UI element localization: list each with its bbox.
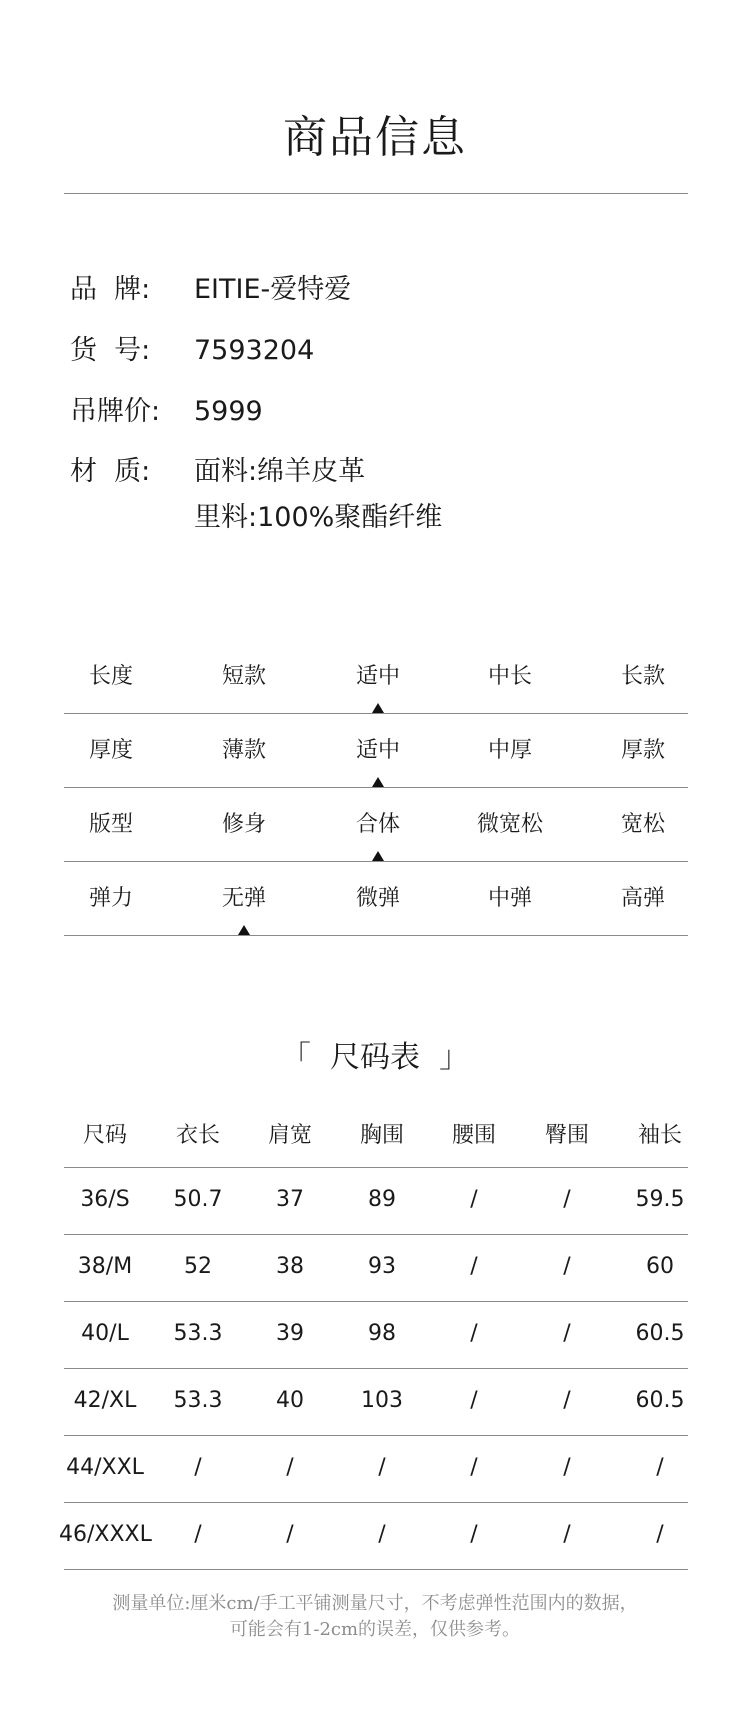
- size-cell: 53.3: [173, 1388, 223, 1413]
- size-cell: 89: [368, 1187, 396, 1212]
- size-cell: 40: [276, 1388, 304, 1413]
- attribute-option: 高弹: [620, 886, 665, 911]
- note-line-1: 测量单位:厘米cm/手工平铺测量尺寸，不考虑弹性范围内的数据，: [112, 1593, 638, 1614]
- attribute-option: 中弹: [487, 886, 532, 911]
- size-cell: 39: [276, 1321, 304, 1346]
- attribute-name: 长度: [88, 664, 133, 689]
- size-cell: 59.5: [635, 1187, 685, 1212]
- note-line-2: 可能会有1-2cm的误差，仅供参考。: [229, 1619, 521, 1640]
- attribute-option: 厚款: [620, 738, 665, 763]
- attribute-option: 修身: [221, 812, 266, 837]
- size-cell: 50.7: [173, 1187, 223, 1212]
- size-row: [59, 1503, 688, 1570]
- size-cell: 60: [646, 1254, 674, 1279]
- measurement-note: [0, 1591, 750, 1643]
- size-cell: /: [470, 1388, 478, 1413]
- size-cell: /: [656, 1522, 664, 1547]
- page-title: 商品信息: [283, 112, 467, 163]
- attribute-option: 中厚: [487, 738, 532, 763]
- title-divider: [64, 193, 688, 194]
- brand-value: EITIE-爱特爱: [194, 274, 352, 305]
- size-cell: /: [563, 1187, 571, 1212]
- attribute-option: 长款: [620, 664, 665, 689]
- size-cell: /: [378, 1455, 386, 1480]
- size-column-header: 袖长: [637, 1123, 682, 1148]
- attribute-option: 微宽松: [476, 812, 543, 837]
- size-cell: /: [286, 1455, 294, 1480]
- size-row: [64, 1302, 688, 1369]
- size-cell: 40/L: [81, 1321, 129, 1346]
- size-row: [64, 1235, 688, 1302]
- attribute-name: 弹力: [88, 886, 133, 911]
- attribute-option: 无弹: [221, 886, 266, 911]
- price-value: 5999: [194, 396, 263, 427]
- size-cell: 93: [368, 1254, 396, 1279]
- attribute-option: 合体: [355, 812, 400, 837]
- attribute-option: 薄款: [221, 738, 266, 763]
- size-column-header: 腰围: [451, 1123, 496, 1148]
- size-cell: 46/XXXL: [59, 1522, 152, 1547]
- size-chart-header: [64, 1107, 688, 1168]
- size-cell: /: [470, 1522, 478, 1547]
- size-row: [64, 1369, 688, 1436]
- size-cell: /: [286, 1522, 294, 1547]
- material-label: 材 质:: [70, 456, 151, 487]
- attribute-option: 宽松: [620, 812, 665, 837]
- size-cell: 60.5: [635, 1321, 685, 1346]
- size-cell: 98: [368, 1321, 396, 1346]
- material-value-2: 里料:100%聚酯纤维: [194, 502, 443, 533]
- attribute-option: 适中: [355, 664, 400, 689]
- size-cell: /: [563, 1388, 571, 1413]
- size-cell: 42/XL: [73, 1388, 137, 1413]
- price-label: 吊牌价:: [70, 396, 161, 427]
- size-cell: 103: [361, 1388, 403, 1413]
- attribute-row: [64, 788, 688, 862]
- size-column-header: 衣长: [175, 1123, 220, 1148]
- size-cell: 37: [276, 1187, 304, 1212]
- size-chart-table: [59, 1107, 688, 1570]
- size-cell: /: [563, 1321, 571, 1346]
- attribute-table: [64, 640, 688, 936]
- attribute-option: 中长: [487, 664, 532, 689]
- attribute-row: [64, 862, 688, 936]
- size-cell: 44/XXL: [66, 1455, 144, 1480]
- size-cell: 53.3: [173, 1321, 223, 1346]
- size-cell: /: [470, 1254, 478, 1279]
- attribute-row: [64, 640, 688, 714]
- size-cell: /: [563, 1254, 571, 1279]
- attribute-option: 短款: [221, 664, 266, 689]
- size-cell: 60.5: [635, 1388, 685, 1413]
- attribute-name: 版型: [88, 812, 133, 837]
- size-cell: 52: [184, 1254, 212, 1279]
- size-cell: /: [378, 1522, 386, 1547]
- size-cell: 38: [276, 1254, 304, 1279]
- size-column-header: 臀围: [544, 1123, 589, 1148]
- size-cell: /: [563, 1455, 571, 1480]
- attribute-row: [64, 714, 688, 788]
- size-cell: /: [563, 1522, 571, 1547]
- size-column-header: 胸围: [359, 1123, 404, 1148]
- selected-marker-icon: [372, 703, 384, 713]
- size-chart-title: 「 尺码表 」: [280, 1040, 470, 1075]
- size-cell: /: [470, 1321, 478, 1346]
- size-cell: /: [470, 1455, 478, 1480]
- size-cell: 38/M: [77, 1254, 133, 1279]
- size-cell: /: [470, 1187, 478, 1212]
- attribute-option: 微弹: [355, 886, 400, 911]
- size-cell: /: [194, 1522, 202, 1547]
- selected-marker-icon: [372, 777, 384, 787]
- size-row: [64, 1168, 688, 1235]
- attribute-option: 适中: [355, 738, 400, 763]
- attribute-name: 厚度: [88, 738, 133, 763]
- sku-label: 货 号:: [70, 335, 151, 366]
- brand-label: 品 牌:: [70, 274, 151, 305]
- selected-marker-icon: [238, 925, 250, 935]
- selected-marker-icon: [372, 851, 384, 861]
- size-column-header: 尺码: [82, 1123, 127, 1148]
- size-column-header: 肩宽: [267, 1123, 312, 1148]
- size-cell: 36/S: [80, 1187, 130, 1212]
- sku-value: 7593204: [194, 335, 315, 366]
- size-cell: /: [656, 1455, 664, 1480]
- size-row: [64, 1436, 688, 1503]
- size-cell: /: [194, 1455, 202, 1480]
- material-value-1: 面料:绵羊皮革: [194, 456, 366, 487]
